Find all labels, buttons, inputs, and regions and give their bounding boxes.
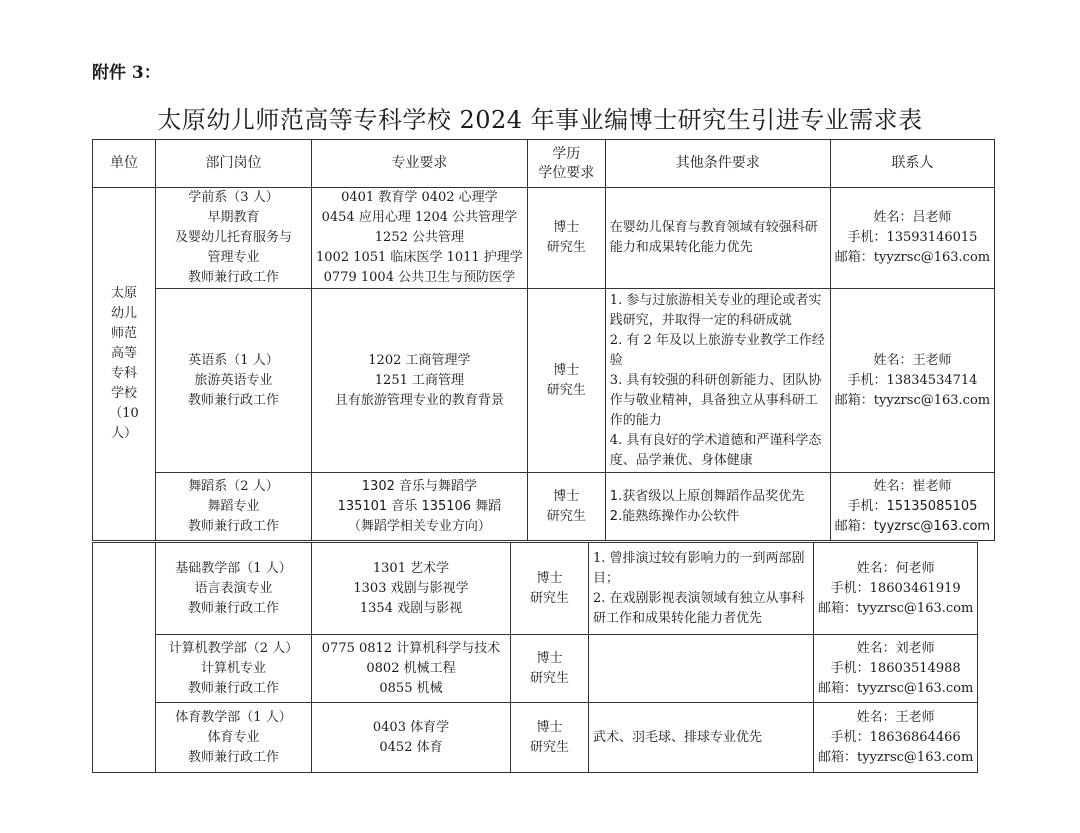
- major-line: 135101 音乐 135106 舞蹈: [337, 498, 502, 514]
- major-line: 0779 1004 公共卫生与预防医学: [323, 270, 516, 285]
- header-unit: 单位: [93, 140, 156, 188]
- dept-line: 教师兼行政工作: [187, 749, 279, 765]
- contact-email: 邮箱：tyyzrsc@163.com: [818, 600, 974, 616]
- requirements-table-part1: [92, 139, 995, 541]
- other-line: 在婴幼儿保育与教育领域有较强科研能力和成果转化能力优先: [609, 220, 818, 255]
- table-row: [93, 703, 978, 773]
- dept-line: 学前系（3 人）: [188, 190, 279, 205]
- header-other: 其他条件要求: [605, 140, 830, 188]
- requirements-table-part2: [92, 542, 978, 773]
- major-cell: [312, 635, 511, 703]
- major-cell: [312, 188, 528, 289]
- unit-name-line: 专科: [110, 366, 137, 381]
- degree-line: 研究生: [546, 240, 586, 255]
- other-line: 3. 具有较强的科研创新能力、团队协作与敬业精神，具备独立从事科研工作的能力: [609, 372, 822, 428]
- dept-line: 旅游英语专业: [194, 372, 273, 388]
- degree-cell: [511, 703, 589, 773]
- contact-cell: [830, 473, 994, 541]
- major-line: 1354 戏剧与影视: [359, 600, 463, 616]
- dept-line: 语言表演专业: [194, 580, 273, 596]
- contact-name: 姓名：崔老师: [873, 478, 952, 494]
- contact-phone: 手机：13593146015: [847, 230, 978, 245]
- dept-line: 英语系（1 人）: [188, 352, 279, 368]
- other-line: 2. 有 2 年及以上旅游专业教学工作经验: [609, 332, 825, 368]
- major-line: 0403 体育学: [372, 719, 450, 735]
- major-line: 0454 应用心理 1204 公共管理学: [321, 210, 518, 225]
- contact-name: 姓名：王老师: [873, 352, 952, 368]
- degree-line: 博士: [536, 650, 563, 666]
- major-line: 且有旅游管理专业的教育背景: [334, 392, 504, 408]
- other-line: 1. 参与过旅游相关专业的理论或者实践研究，并取得一定的科研成就: [609, 292, 822, 328]
- degree-cell: [527, 289, 605, 473]
- degree-line: 研究生: [529, 739, 569, 755]
- contact-email: 邮箱：tyyzrsc@163.com: [834, 250, 991, 265]
- contact-cell: [830, 289, 994, 473]
- degree-line: 博士: [553, 362, 580, 378]
- header-contact: 联系人: [830, 140, 994, 188]
- dept-line: 教师兼行政工作: [187, 518, 279, 534]
- dept-line: 舞蹈系（2 人）: [188, 478, 279, 494]
- other-cell: [605, 289, 830, 473]
- other-cell: [605, 473, 830, 541]
- contact-email: 邮箱：tyyzrsc@163.com: [818, 749, 974, 765]
- major-line: 1202 工商管理学: [368, 352, 471, 368]
- unit-cell-empty: [93, 543, 156, 773]
- dept-line: 体育教学部（1 人）: [175, 709, 292, 725]
- major-cell: [312, 703, 511, 773]
- contact-phone: 手机：18603461919: [830, 580, 961, 596]
- other-cell: [589, 543, 814, 635]
- degree-cell: [511, 543, 589, 635]
- major-line: 0401 教育学 0402 心理学: [341, 190, 498, 205]
- contact-cell: [814, 635, 978, 703]
- dept-line: 教师兼行政工作: [187, 680, 279, 696]
- contact-email: 邮箱：tyyzrsc@163.com: [834, 392, 991, 408]
- degree-line: 研究生: [546, 508, 586, 524]
- dept-line: 教师兼行政工作: [187, 392, 279, 408]
- table-row: [93, 188, 995, 289]
- other-line: 2. 在戏剧影视表演领域有独立从事科研工作和成果转化能力者优先: [593, 590, 805, 626]
- degree-line: 博士: [553, 488, 580, 504]
- major-cell: [312, 543, 511, 635]
- major-line: 0775 0812 计算机科学与技术: [321, 640, 501, 656]
- major-line: 0452 体育: [379, 739, 443, 755]
- degree-line: 博士: [553, 220, 580, 235]
- dept-line: 计算机专业: [200, 660, 266, 676]
- degree-line: 博士: [536, 570, 563, 586]
- header-degree-line: 学位要求: [538, 164, 595, 181]
- degree-cell: [527, 473, 605, 541]
- dept-cell: [156, 473, 312, 541]
- dept-line: 基础教学部（1 人）: [175, 560, 292, 576]
- degree-line: 研究生: [529, 670, 569, 686]
- dept-line: 管理专业: [207, 250, 260, 265]
- unit-cell: [93, 188, 156, 541]
- dept-cell: [156, 635, 312, 703]
- major-cell: [312, 473, 528, 541]
- major-line: 1302 音乐与舞蹈学: [361, 478, 477, 494]
- major-line: （舞蹈学相关专业方向）: [347, 518, 491, 534]
- unit-name-line: 太原: [110, 286, 137, 301]
- dept-line: 体育专业: [207, 729, 260, 745]
- unit-name-line: 幼儿: [110, 306, 137, 321]
- header-major: 专业要求: [312, 140, 528, 188]
- major-line: 0855 机械: [379, 680, 443, 696]
- dept-line: 计算机教学部（2 人）: [168, 640, 299, 656]
- contact-phone: 手机：18636864466: [830, 729, 961, 745]
- degree-line: 研究生: [529, 590, 569, 606]
- other-line: 1. 曾排演过较有影响力的一到两部剧目；: [593, 550, 805, 586]
- unit-name-line: 学校: [110, 386, 137, 401]
- major-line: 1252 公共管理: [374, 230, 464, 245]
- other-line: 2.能熟练操作办公软件: [609, 508, 740, 524]
- contact-email: 邮箱：tyyzrsc@163.com: [834, 518, 991, 534]
- degree-cell: [511, 635, 589, 703]
- other-cell-empty: [589, 635, 814, 703]
- unit-name-line: （10: [109, 406, 139, 421]
- major-line: 0802 机械工程: [366, 660, 456, 676]
- table-row: [93, 473, 995, 541]
- dept-line: 教师兼行政工作: [187, 600, 279, 616]
- contact-phone: 手机：15135085105: [847, 498, 978, 514]
- dept-cell: [156, 543, 312, 635]
- other-line: 1.获省级以上原创舞蹈作品奖优先: [609, 488, 805, 504]
- dept-line: 舞蹈专业: [207, 498, 260, 514]
- contact-phone: 手机：18603514988: [830, 660, 961, 676]
- other-line: 武术、羽毛球、排球专业优先: [593, 729, 763, 745]
- dept-cell: [156, 289, 312, 473]
- table-row: [93, 289, 995, 473]
- contact-cell: [814, 703, 978, 773]
- degree-line: 博士: [536, 719, 563, 735]
- major-line: 1002 1051 临床医学 1011 护理学: [316, 250, 523, 265]
- contact-phone: 手机：13834534714: [847, 372, 978, 388]
- dept-cell: [156, 703, 312, 773]
- major-line: 1251 工商管理: [374, 372, 464, 388]
- other-line: 4. 具有良好的学术道德和严谨科学态度、品学兼优、身体健康: [609, 432, 822, 468]
- attachment-label: 附件 3：: [92, 63, 161, 83]
- contact-email: 邮箱：tyyzrsc@163.com: [818, 680, 974, 696]
- major-cell: [312, 289, 528, 473]
- contact-cell: [830, 188, 994, 289]
- dept-line: 及婴幼儿托育服务与: [174, 230, 292, 245]
- contact-cell: [814, 543, 978, 635]
- unit-name-line: 高等: [110, 346, 137, 361]
- header-degree-line: 学历: [552, 145, 581, 162]
- unit-name-line: 师范: [110, 326, 137, 341]
- table-row: [93, 543, 978, 635]
- unit-name-line: 人）: [110, 426, 137, 441]
- document-title: 太原幼儿师范高等专科学校 2024 年事业编博士研究生引进专业需求表: [157, 106, 923, 134]
- major-line: 1303 戏剧与影视学: [353, 580, 469, 596]
- header-dept: 部门岗位: [156, 140, 312, 188]
- table-header-row: [93, 140, 995, 188]
- table-row: [93, 635, 978, 703]
- major-line: 1301 艺术学: [372, 560, 450, 576]
- dept-line: 教师兼行政工作: [187, 270, 279, 285]
- other-cell: [605, 188, 830, 289]
- degree-cell: [527, 188, 605, 289]
- other-cell: [589, 703, 814, 773]
- contact-name: 姓名：刘老师: [856, 640, 935, 656]
- contact-name: 姓名：吕老师: [873, 210, 952, 225]
- dept-line: 早期教育: [207, 210, 260, 225]
- dept-cell: [156, 188, 312, 289]
- contact-name: 姓名：王老师: [856, 709, 935, 725]
- contact-name: 姓名：何老师: [856, 560, 935, 576]
- header-degree: [527, 140, 605, 188]
- degree-line: 研究生: [546, 382, 586, 398]
